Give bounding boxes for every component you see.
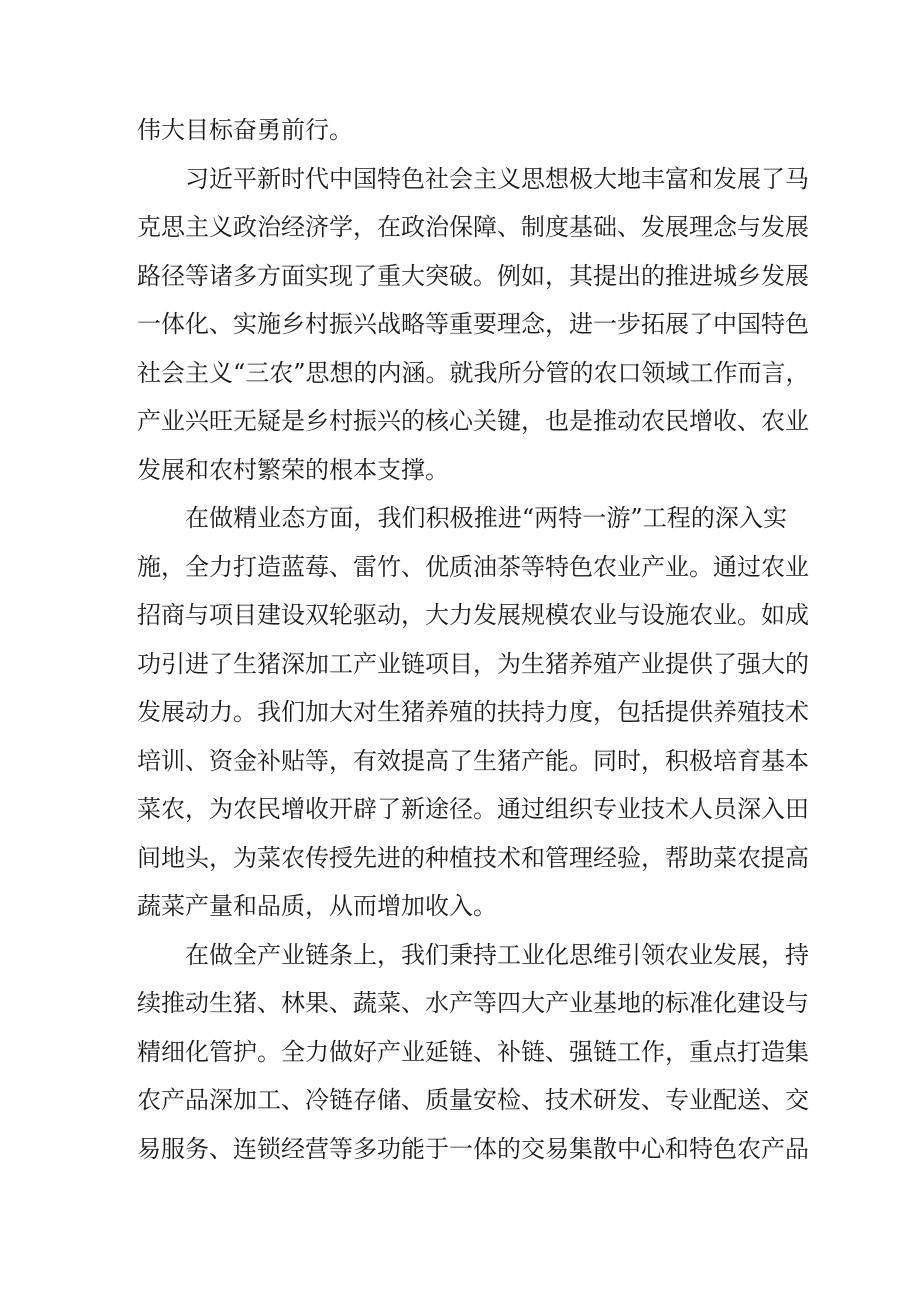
text-line: 路径等诸多方面实现了重大突破。例如，其提出的推进城乡发展 (137, 261, 809, 290)
text-line: 农产品深加工、冷链存储、质量安检、技术研发、专业配送、交 (137, 1086, 809, 1114)
text-line: 习近平新时代中国特色社会主义思想极大地丰富和发展了马 (185, 164, 809, 193)
text-line: 施，全力打造蓝莓、雷竹、优质油茶等特色农业产业。通过农业 (137, 552, 809, 581)
text-line: 功引进了生猪深加工产业链项目，为生猪养殖产业提供了强大的 (137, 649, 809, 678)
text-line: 伟大目标奋勇前行。 (137, 116, 353, 144)
paragraph-2 (137, 155, 810, 495)
paragraph-1 (137, 106, 787, 155)
text-line: 在做精业态方面，我们积极推进“两特一游”工程的深入实 (185, 504, 787, 532)
text-line: 发展和农村繁荣的根本支撑。 (137, 455, 449, 484)
paragraph-4 (137, 931, 809, 1174)
document-body (137, 106, 810, 1173)
text-line: 培训、资金补贴等，有效提高了生猪产能。同时，积极培育基本 (137, 746, 809, 775)
text-line: 在做全产业链条上，我们秉持工业化思维引领农业发展，持 (185, 940, 809, 969)
text-line: 菜农，为农民增收开辟了新途径。通过组织专业技术人员深入田 (137, 795, 809, 823)
text-line: 一体化、实施乡村振兴战略等重要理念，进一步拓展了中国特色 (137, 310, 809, 338)
text-line: 发展动力。我们加大对生猪养殖的扶持力度，包括提供养殖技术 (137, 698, 809, 726)
text-line: 蔬菜产量和品质，从而增加收入。 (137, 892, 497, 920)
text-line: 易服务、连锁经营等多功能于一体的交易集散中心和特色农产品 (137, 1134, 809, 1163)
text-line: 精细化管护。全力做好产业延链、补链、强链工作，重点打造集 (137, 1037, 809, 1066)
text-line: 间地头，为菜农传授先进的种植技术和管理经验，帮助菜农提高 (137, 843, 809, 872)
text-line: 续推动生猪、林果、蔬菜、水产等四大产业基地的标准化建设与 (137, 989, 809, 1017)
paragraph-3 (137, 494, 809, 931)
text-line: 招商与项目建设双轮驱动，大力发展规模农业与设施农业。如成 (137, 601, 809, 629)
text-line: 产业兴旺无疑是乡村振兴的核心关键，也是推动农民增收、农业 (137, 407, 809, 435)
text-line: 克思主义政治经济学，在政治保障、制度基础、发展理念与发展 (137, 213, 809, 241)
text-line: 社会主义“三农”思想的内涵。就我所分管的农口领域工作而言， (137, 358, 810, 387)
